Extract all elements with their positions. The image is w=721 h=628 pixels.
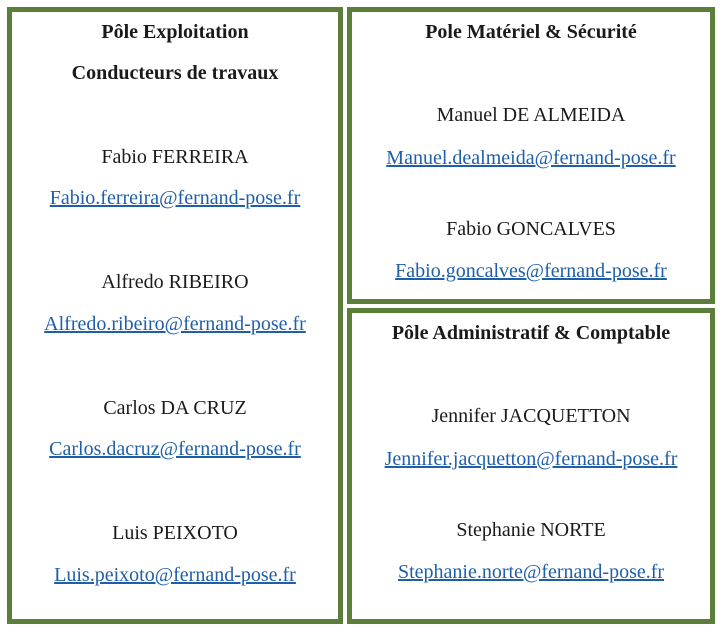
- contact-email-link[interactable]: Fabio.ferreira@fernand-pose.fr: [49, 187, 301, 209]
- contact-email-link[interactable]: Luis.peixoto@fernand-pose.fr: [54, 564, 296, 586]
- contact-email-link[interactable]: Jennifer.jacquetton@fernand-pose.fr: [384, 448, 678, 470]
- contact-name: Jennifer JACQUETTON: [431, 405, 631, 427]
- contact-email-link[interactable]: Stephanie.norte@fernand-pose.fr: [397, 561, 665, 583]
- contact-email-link[interactable]: Fabio.goncalves@fernand-pose.fr: [395, 260, 667, 282]
- panel-title: Pole Matériel & Sécurité: [425, 21, 637, 43]
- contact-email-link[interactable]: Carlos.dacruz@fernand-pose.fr: [49, 438, 301, 460]
- contact-email-link[interactable]: Alfredo.ribeiro@fernand-pose.fr: [44, 313, 306, 335]
- contact-name: Luis PEIXOTO: [112, 522, 238, 544]
- contact-name: Carlos DA CRUZ: [103, 397, 247, 419]
- panel-materiel-securite: [347, 7, 715, 304]
- contact-email-link[interactable]: Manuel.dealmeida@fernand-pose.fr: [386, 147, 676, 169]
- contact-name: Manuel DE ALMEIDA: [436, 104, 626, 126]
- panel-subtitle: Conducteurs de travaux: [71, 62, 279, 84]
- panel-administratif-comptable: [347, 308, 715, 624]
- panel-title: Pôle Exploitation: [101, 21, 249, 43]
- contact-name: Fabio FERREIRA: [101, 146, 249, 168]
- panel-title: Pôle Administratif & Comptable: [391, 322, 671, 344]
- contact-name: Alfredo RIBEIRO: [101, 271, 249, 293]
- contact-name: Stephanie NORTE: [456, 519, 606, 541]
- panel-exploitation: [7, 7, 343, 624]
- contact-name: Fabio GONCALVES: [446, 218, 616, 240]
